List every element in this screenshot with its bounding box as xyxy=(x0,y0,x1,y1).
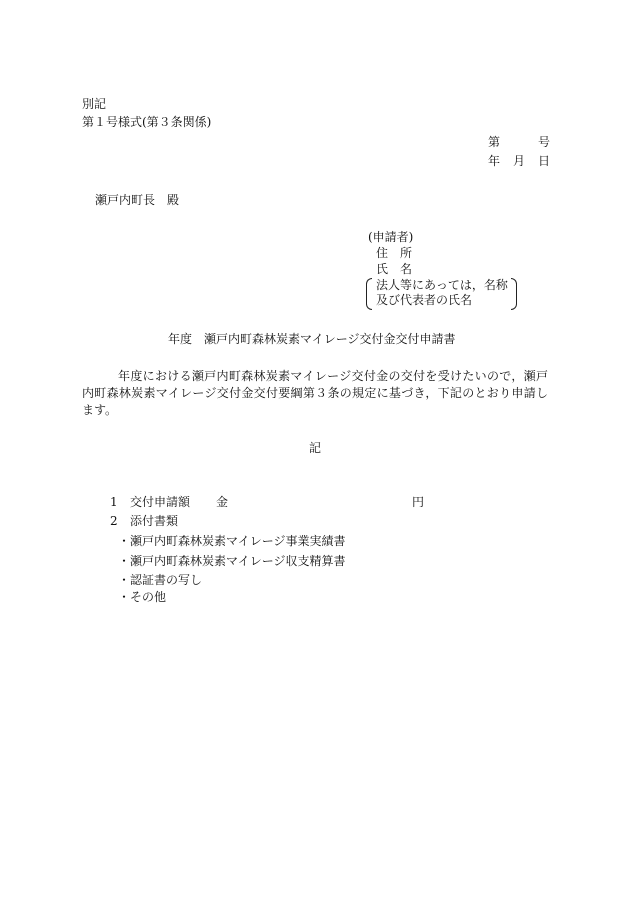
date-year: 年 xyxy=(488,154,501,168)
attachment-item: ・瀬戸内町森林炭素マイレージ収支精算書 xyxy=(118,554,346,568)
corp-note-line1: 法人等にあっては，名称 xyxy=(376,278,508,292)
item1-number: 1 xyxy=(110,495,118,509)
left-bracket xyxy=(366,278,372,310)
form-title: 第１号様式(第３条関係) xyxy=(82,115,212,129)
item1-unit: 円 xyxy=(412,495,425,509)
item2-label: 添付書類 xyxy=(130,514,179,528)
number-label-suffix: 号 xyxy=(538,135,551,149)
applicant-name-label: 氏 名 xyxy=(376,262,413,276)
right-bracket xyxy=(511,278,517,310)
attachment-item: ・その他 xyxy=(118,590,167,604)
date-day: 日 xyxy=(538,154,551,168)
applicant-address-label: 住 所 xyxy=(376,246,413,260)
body-paragraph: 年度における瀬戸内町森林炭素マイレージ交付金の交付を受けたいので，瀬戸内町森林炭素マイレージ交付金交付要綱第３条の規定に基づき，下記のとおり申請します。 xyxy=(82,369,548,417)
item1-label: 交付申請額 xyxy=(130,495,191,509)
attachment-item: ・認証書の写し xyxy=(118,573,203,587)
attachment-item: ・瀬戸内町森林炭素マイレージ事業実績書 xyxy=(118,534,346,548)
document-title: 年度 瀬戸内町森林炭素マイレージ交付金交付申請書 xyxy=(168,332,456,346)
item1-currency: 金 xyxy=(216,495,229,509)
annex-label: 別記 xyxy=(82,97,107,111)
applicant-heading: (申請者) xyxy=(368,230,414,244)
note-heading: 記 xyxy=(309,441,322,455)
date-month: 月 xyxy=(513,154,526,168)
item2-number: 2 xyxy=(110,514,118,528)
corp-note-line2: 及び代表者の氏名 xyxy=(376,293,473,307)
addressee: 瀬戸内町長 殿 xyxy=(95,193,180,207)
number-label-prefix: 第 xyxy=(488,135,501,149)
